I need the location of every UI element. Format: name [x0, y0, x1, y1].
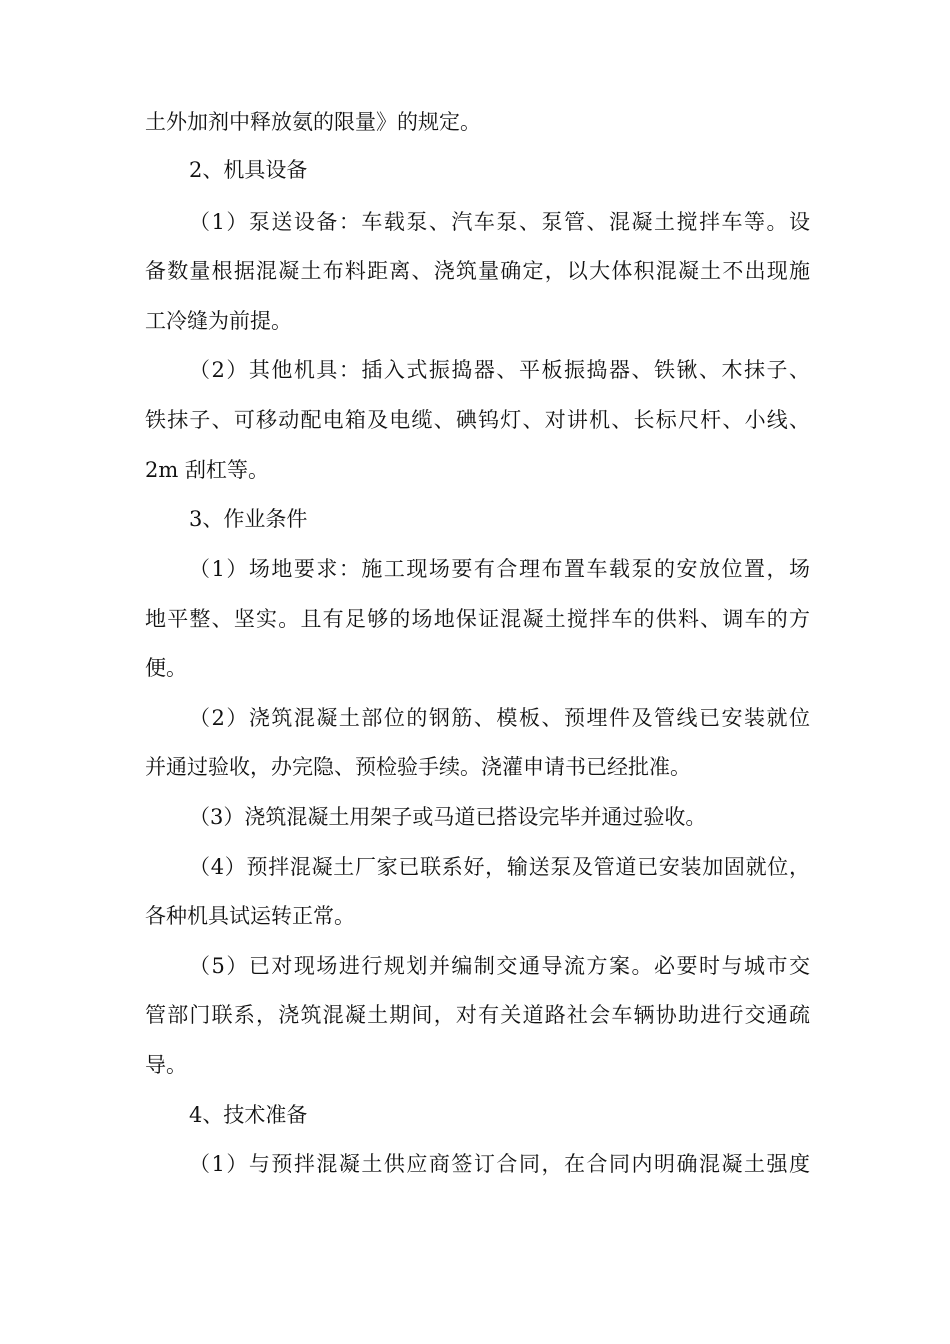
text-line: 导。: [145, 1053, 187, 1077]
text-line: 土外加剂中释放氨的限量》的规定。: [145, 110, 481, 134]
text-line: （2）浇筑混凝土部位的钢筋、模板、预埋件及管线已安装就位: [189, 706, 810, 730]
section-heading: 4、技术准备: [189, 1103, 308, 1127]
text-line: （1）泵送设备：车载泵、汽车泵、泵管、混凝土搅拌车等。设: [189, 210, 810, 234]
text-line: 2m 刮杠等。: [145, 458, 269, 482]
text-line: 备数量根据混凝土布料距离、浇筑量确定，以大体积混凝土不出现施: [145, 259, 810, 283]
text-line: 地平整、坚实。且有足够的场地保证混凝土搅拌车的供料、调车的方: [145, 607, 810, 631]
text-line: （1）场地要求：施工现场要有合理布置车载泵的安放位置，场: [189, 557, 810, 581]
text-line: （4）预拌混凝土厂家已联系好，输送泵及管道已安装加固就位，: [189, 855, 810, 879]
text-line: 铁抹子、可移动配电箱及电缆、碘钨灯、对讲机、长标尺杆、小线、: [145, 408, 810, 432]
text-line: （3）浇筑混凝土用架子或马道已搭设完毕并通过验收。: [189, 805, 707, 829]
text-line: （1）与预拌混凝土供应商签订合同，在合同内明确混凝土强度: [189, 1152, 810, 1176]
text-line: 各种机具试运转正常。: [145, 904, 355, 928]
section-heading: 3、作业条件: [189, 507, 308, 531]
text-line: 并通过验收，办完隐、预检验手续。浇灌申请书已经批准。: [145, 755, 691, 779]
text-line: 工冷缝为前提。: [145, 309, 292, 333]
text-line: 管部门联系，浇筑混凝土期间，对有关道路社会车辆协助进行交通疏: [145, 1003, 810, 1027]
text-line: 便。: [145, 656, 187, 680]
text-line: （5）已对现场进行规划并编制交通导流方案。必要时与城市交: [189, 954, 810, 978]
section-heading: 2、机具设备: [189, 158, 308, 182]
text-line: （2）其他机具：插入式振捣器、平板振捣器、铁锹、木抹子、: [189, 358, 810, 382]
